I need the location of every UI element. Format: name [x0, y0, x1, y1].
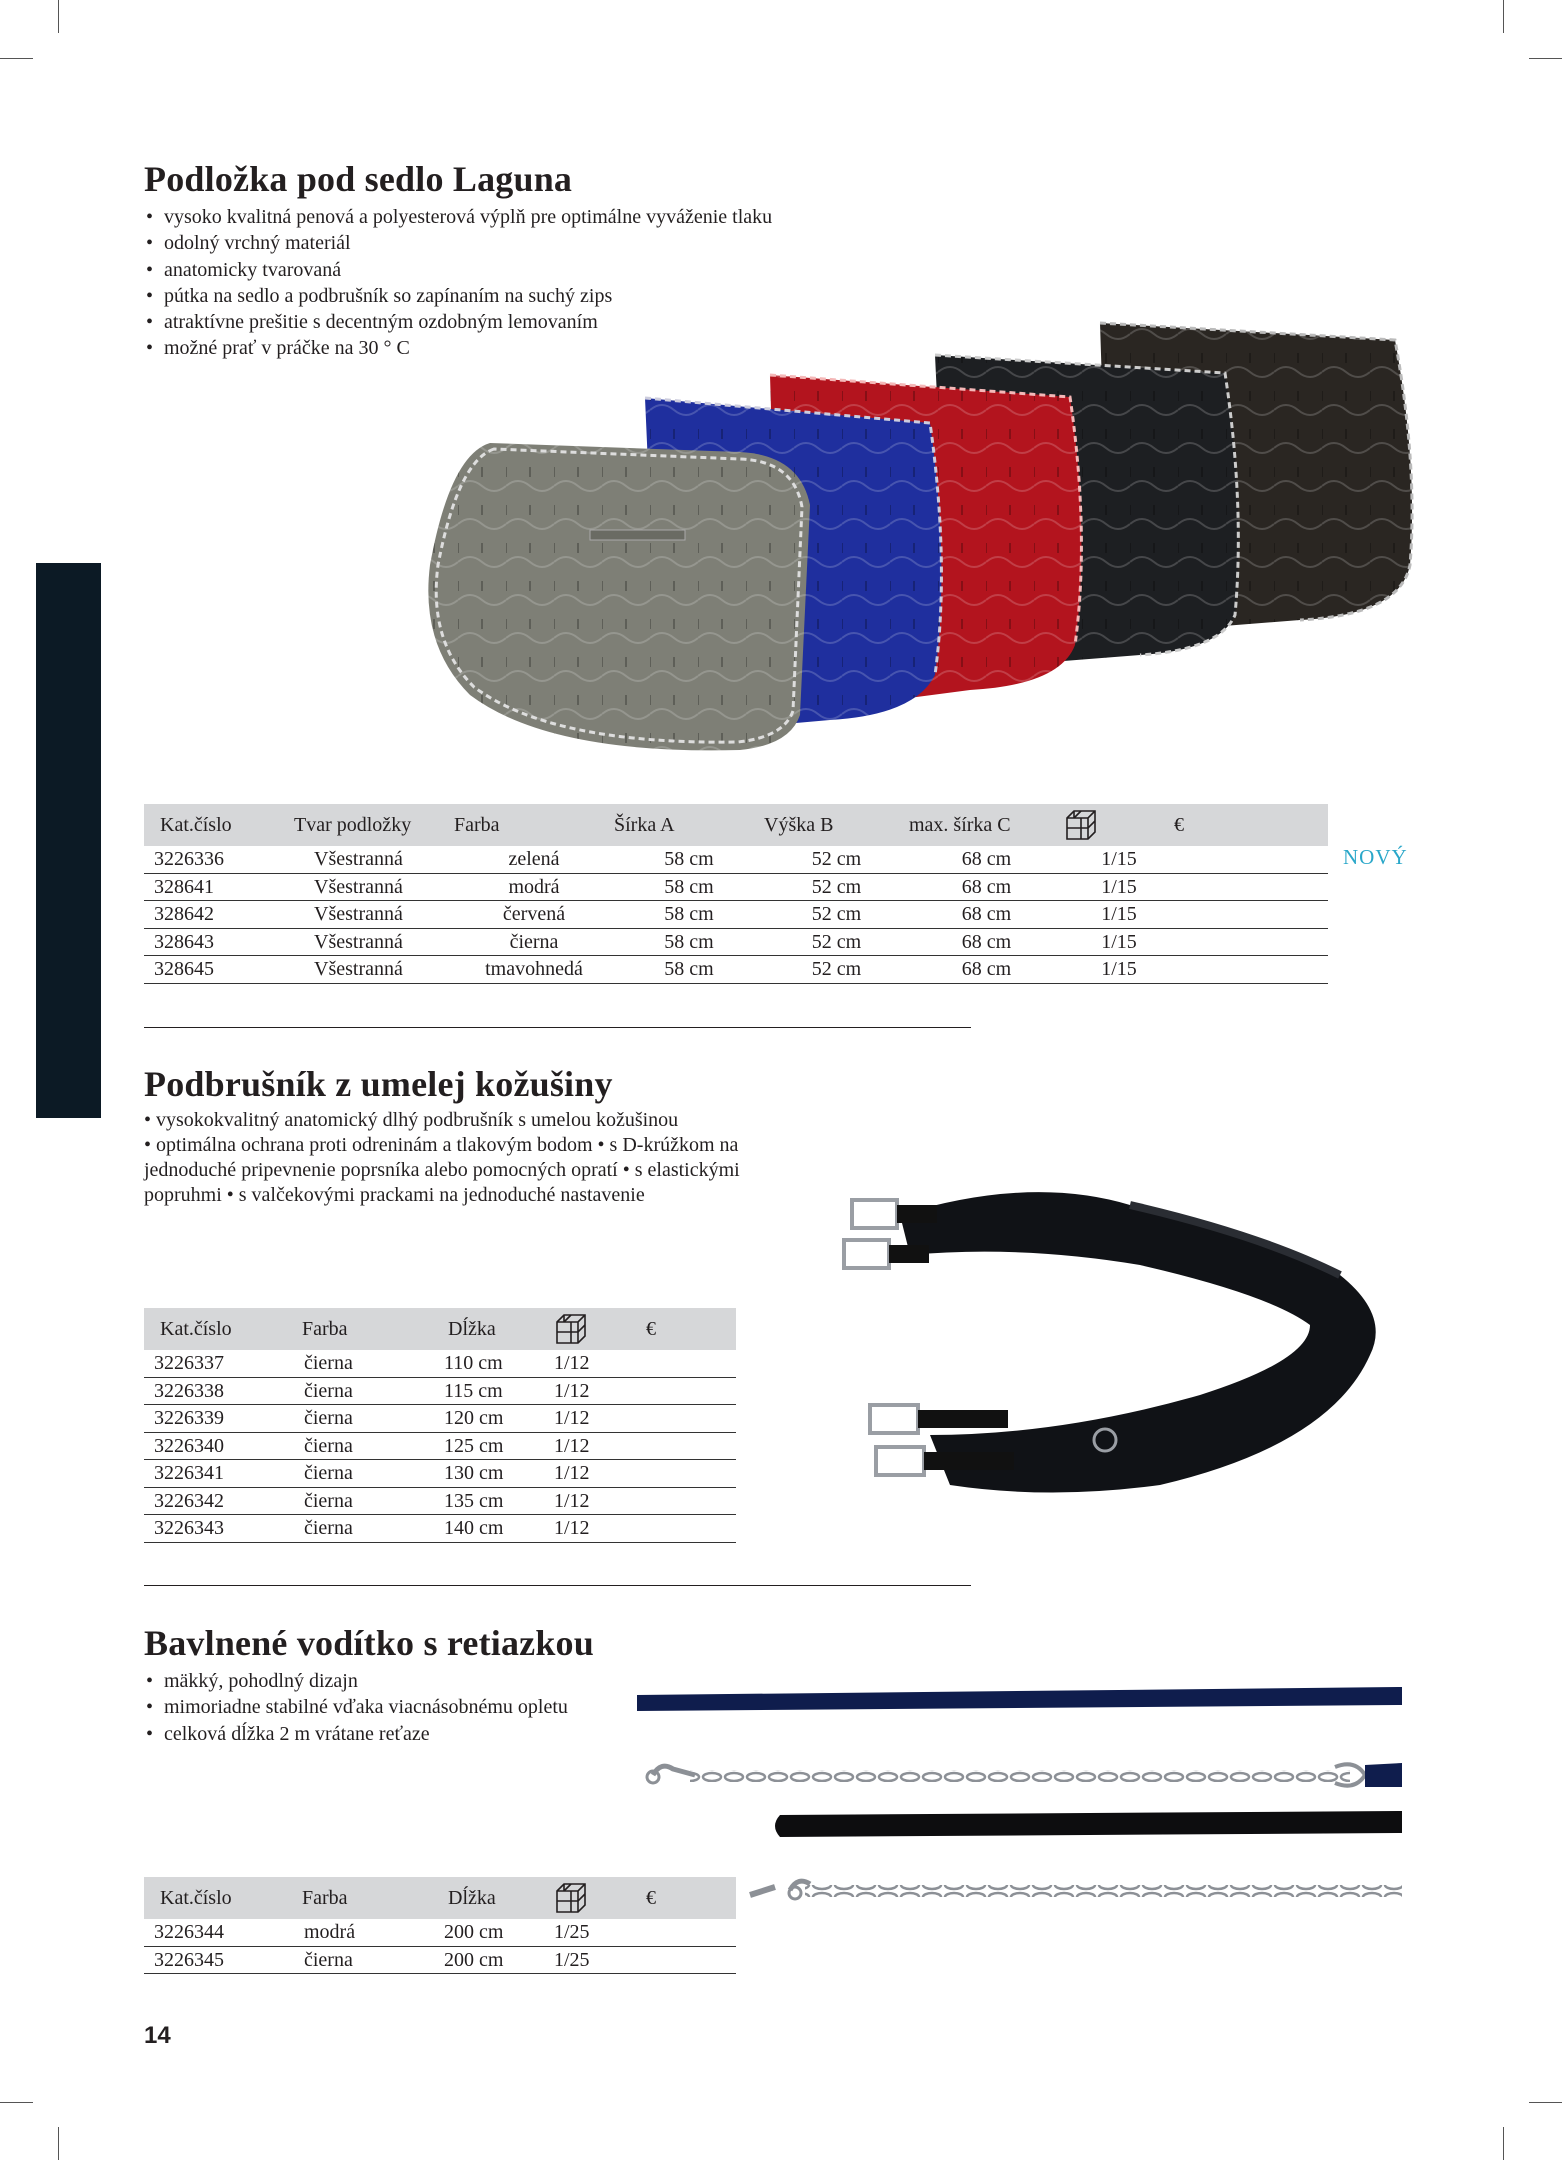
- crop-mark: [1503, 2127, 1504, 2160]
- table-row: [144, 873, 1328, 901]
- col-header: Dĺžka: [424, 1308, 554, 1350]
- description-line: jednoduché pripevnenie poprsníka alebo pomocných opratí • s elastickými: [144, 1159, 740, 1181]
- table-cell: 1/12: [554, 1377, 646, 1405]
- table-cell: zelená: [454, 846, 614, 873]
- table-cell: 115 cm: [424, 1377, 554, 1405]
- table-cell: 1/12: [554, 1460, 646, 1488]
- table-cell: 58 cm: [614, 901, 764, 929]
- table-cell: 130 cm: [424, 1460, 554, 1488]
- table-cell: Všestranná: [294, 901, 454, 929]
- feature-item: • pútka na sedlo a podbrušník so zapínaním na suchý zips: [144, 283, 772, 309]
- description-line: • optimálna ochrana proti odreninám a tlakovým bodom • s D-krúžkom na: [144, 1134, 739, 1156]
- buckle-bottom: [870, 1405, 924, 1475]
- table-cell: 3226343: [144, 1515, 284, 1543]
- table-cell: [646, 1515, 736, 1543]
- col-header: Farba: [284, 1877, 424, 1919]
- table-cell: [646, 1946, 736, 1974]
- table-cell: 200 cm: [424, 1946, 554, 1974]
- col-header: Kat.číslo: [144, 1877, 284, 1919]
- table-cell: 68 cm: [909, 956, 1064, 984]
- table-cell: čierna: [284, 1515, 424, 1543]
- table-cell: [646, 1919, 736, 1946]
- table-cell: 1/12: [554, 1350, 646, 1377]
- section-title-girth: Podbrušník z umelej kožušiny: [144, 1064, 613, 1104]
- table-cell: 58 cm: [614, 956, 764, 984]
- section-divider: [144, 1027, 971, 1028]
- table-cell: 328642: [144, 901, 294, 929]
- table-cell: červená: [454, 901, 614, 929]
- table-cell: tmavohnedá: [454, 956, 614, 984]
- table-cell: 52 cm: [764, 901, 909, 929]
- table-cell: 52 cm: [764, 846, 909, 873]
- col-header-package-icon: [554, 1308, 646, 1350]
- table-cell: 68 cm: [909, 928, 1064, 956]
- col-header: max. šírka C: [909, 804, 1064, 846]
- crop-mark: [58, 0, 59, 33]
- table-cell: [646, 1487, 736, 1515]
- table-row: [144, 1946, 736, 1974]
- table-cell: čierna: [284, 1377, 424, 1405]
- feature-item: • možné prať v práčke na 30 ° C: [144, 335, 772, 361]
- table-row: [144, 846, 1328, 873]
- table-cell: Všestranná: [294, 956, 454, 984]
- table-cell: 68 cm: [909, 901, 1064, 929]
- table-row: [144, 1515, 736, 1543]
- table-cell: 3226339: [144, 1405, 284, 1433]
- table-cell: [1174, 928, 1328, 956]
- table-cell: 58 cm: [614, 846, 764, 873]
- col-header: Farba: [454, 804, 614, 846]
- description-line: • vysokokvalitný anatomický dlhý podbrušník s umelou kožušinou: [144, 1109, 679, 1131]
- table-cell: 3226340: [144, 1432, 284, 1460]
- table-cell: 58 cm: [614, 873, 764, 901]
- table-cell: 1/25: [554, 1946, 646, 1974]
- table-header-row: [144, 1877, 736, 1919]
- table-cell: 1/15: [1064, 873, 1174, 901]
- col-header-euro: €: [1174, 804, 1328, 846]
- table-row: [144, 1919, 736, 1946]
- lead-rope-photo: [635, 1675, 1402, 1935]
- feature-item: • celková dĺžka 2 m vrátane reťaze: [144, 1721, 568, 1747]
- table-cell: 1/15: [1064, 846, 1174, 873]
- table-row: [144, 1432, 736, 1460]
- crop-mark: [1529, 58, 1562, 59]
- table-row: [144, 901, 1328, 929]
- table-cell: 68 cm: [909, 873, 1064, 901]
- description-line: popruhmi • s valčekovými prackami na jednoduché nastavenie: [144, 1184, 645, 1206]
- table-cell: 328645: [144, 956, 294, 984]
- col-header: Tvar podložky: [294, 804, 454, 846]
- crop-mark: [58, 2127, 59, 2160]
- table-cell: 1/12: [554, 1405, 646, 1433]
- sidebar-color-bar: [36, 563, 101, 1118]
- table-cell: 58 cm: [614, 928, 764, 956]
- table-cell: [646, 1377, 736, 1405]
- table-cell: 140 cm: [424, 1515, 554, 1543]
- table-cell: Všestranná: [294, 873, 454, 901]
- table-cell: 1/12: [554, 1515, 646, 1543]
- table-cell: [1174, 846, 1328, 873]
- table-cell: 3226341: [144, 1460, 284, 1488]
- table-row: [144, 1487, 736, 1515]
- table-header-row: [144, 804, 1328, 846]
- table-cell: [1174, 873, 1328, 901]
- new-badge: NOVÝ: [1343, 845, 1408, 869]
- girth-table: [144, 1308, 736, 1543]
- table-cell: [646, 1350, 736, 1377]
- page-number: 14: [144, 2022, 171, 2049]
- table-cell: 1/15: [1064, 901, 1174, 929]
- table-cell: čierna: [454, 928, 614, 956]
- feature-item: • vysoko kvalitná penová a polyesterová výplň pre optimálne vyváženie tlaku: [144, 204, 772, 230]
- table-cell: 1/15: [1064, 956, 1174, 984]
- box-package-icon: [554, 1882, 588, 1914]
- table-row: [144, 956, 1328, 984]
- table-cell: 3226342: [144, 1487, 284, 1515]
- table-cell: čierna: [284, 1460, 424, 1488]
- table-cell: 3226337: [144, 1350, 284, 1377]
- table-cell: 3226336: [144, 846, 294, 873]
- table-cell: 110 cm: [424, 1350, 554, 1377]
- col-header: Kat.číslo: [144, 804, 294, 846]
- table-row: [144, 1460, 736, 1488]
- table-cell: [646, 1432, 736, 1460]
- lead-rope-table: [144, 1877, 736, 1974]
- feature-item: • mäkký, pohodlný dizajn: [144, 1668, 568, 1694]
- feature-item: • atraktívne prešitie s decentným ozdobným lemovaním: [144, 309, 772, 335]
- table-row: [144, 1350, 736, 1377]
- col-header-euro: €: [646, 1308, 736, 1350]
- table-cell: čierna: [284, 1946, 424, 1974]
- table-cell: 200 cm: [424, 1919, 554, 1946]
- table-cell: 328641: [144, 873, 294, 901]
- box-package-icon: [1064, 809, 1098, 841]
- table-cell: 3226345: [144, 1946, 284, 1974]
- col-header: Šírka A: [614, 804, 764, 846]
- table-cell: 52 cm: [764, 928, 909, 956]
- section-title-saddle-pad: Podložka pod sedlo Laguna: [144, 159, 573, 199]
- saddle-pad-table: [144, 804, 1328, 984]
- col-header: Kat.číslo: [144, 1308, 284, 1350]
- crop-mark: [0, 2102, 33, 2103]
- table-cell: 120 cm: [424, 1405, 554, 1433]
- col-header-package-icon: [1064, 804, 1174, 846]
- col-header: Dĺžka: [424, 1877, 554, 1919]
- table-cell: čierna: [284, 1487, 424, 1515]
- saddle-pads-photo: [410, 315, 1420, 765]
- table-cell: [1174, 901, 1328, 929]
- lead-rope-features: [144, 1668, 568, 1747]
- crop-mark: [1529, 2102, 1562, 2103]
- table-cell: modrá: [454, 873, 614, 901]
- table-row: [144, 1377, 736, 1405]
- table-cell: 328643: [144, 928, 294, 956]
- table-cell: 135 cm: [424, 1487, 554, 1515]
- table-cell: 52 cm: [764, 956, 909, 984]
- col-header-package-icon: [554, 1877, 646, 1919]
- section-divider: [144, 1585, 971, 1586]
- table-cell: čierna: [284, 1350, 424, 1377]
- girth-photo: [830, 1185, 1390, 1495]
- box-package-icon: [554, 1313, 588, 1345]
- table-cell: Všestranná: [294, 846, 454, 873]
- table-cell: [1174, 956, 1328, 984]
- table-cell: 3226344: [144, 1919, 284, 1946]
- table-cell: čierna: [284, 1405, 424, 1433]
- girth-description: [144, 1108, 740, 1208]
- table-cell: 125 cm: [424, 1432, 554, 1460]
- table-cell: 1/15: [1064, 928, 1174, 956]
- table-cell: 52 cm: [764, 873, 909, 901]
- feature-item: • anatomicky tvarovaná: [144, 257, 772, 283]
- table-cell: [646, 1405, 736, 1433]
- col-header: Farba: [284, 1308, 424, 1350]
- table-cell: 3226338: [144, 1377, 284, 1405]
- col-header-euro: €: [646, 1877, 736, 1919]
- table-cell: 1/12: [554, 1432, 646, 1460]
- table-row: [144, 928, 1328, 956]
- table-cell: modrá: [284, 1919, 424, 1946]
- table-cell: [646, 1460, 736, 1488]
- crop-mark: [0, 58, 33, 59]
- black-rope: [775, 1811, 1402, 1837]
- table-cell: 1/12: [554, 1487, 646, 1515]
- crop-mark: [1503, 0, 1504, 33]
- grey-pad: [428, 443, 810, 750]
- table-cell: 1/25: [554, 1919, 646, 1946]
- blue-rope: [637, 1687, 1402, 1711]
- feature-item: • odolný vrchný materiál: [144, 230, 772, 256]
- table-cell: čierna: [284, 1432, 424, 1460]
- table-row: [144, 1405, 736, 1433]
- section-title-lead-rope: Bavlnené vodítko s retiazkou: [144, 1623, 594, 1663]
- feature-item: • mimoriadne stabilné vďaka viacnásobnému opletu: [144, 1694, 568, 1720]
- table-header-row: [144, 1308, 736, 1350]
- col-header: Výška B: [764, 804, 909, 846]
- table-cell: 68 cm: [909, 846, 1064, 873]
- table-cell: Všestranná: [294, 928, 454, 956]
